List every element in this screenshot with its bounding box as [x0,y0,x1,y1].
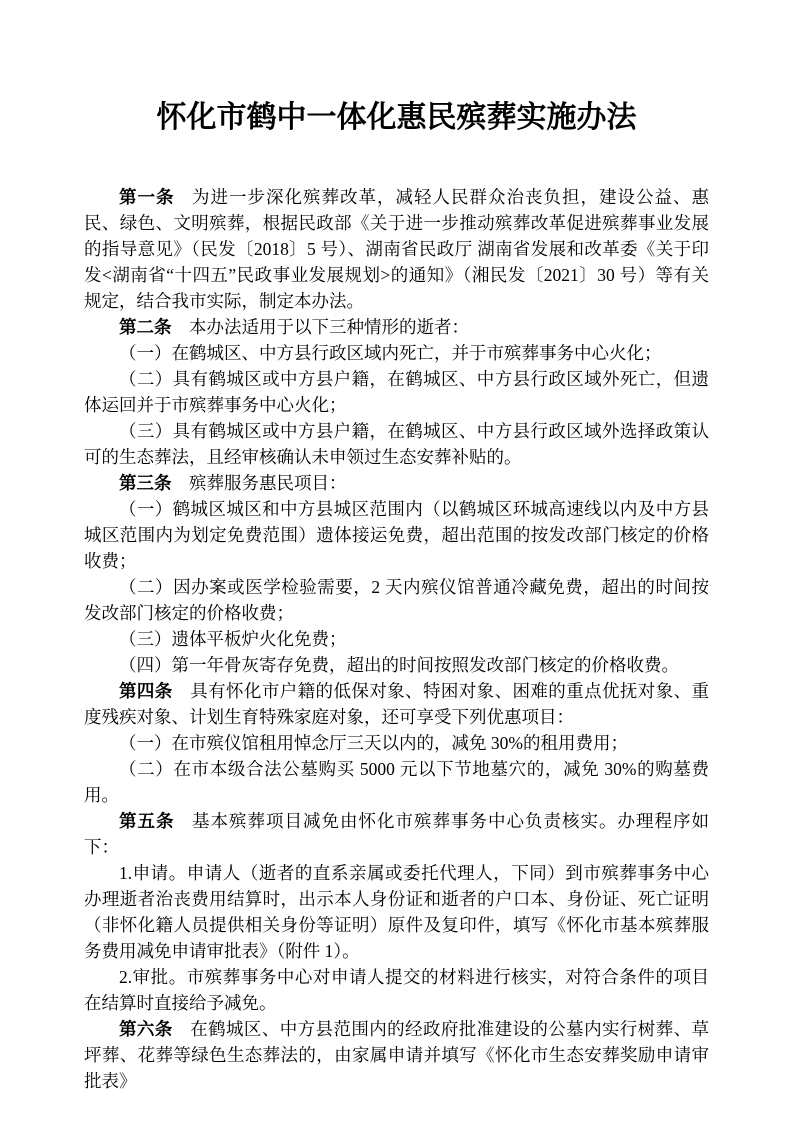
paragraph-text: 2.审批。市殡葬事务中心对申请人提交的材料进行核实，对符合条件的项目在结算时直接给予减免。 [84,967,709,1013]
paragraph-item [84,626,709,652]
paragraph-text: （三）遗体平板炉火化免费； [119,629,347,649]
article-number: 第二条 [119,317,172,337]
paragraph-step [84,964,709,1016]
paragraph-text: （一）在鹤城区、中方县行政区域内死亡，并于市殡葬事务中心火化； [119,343,662,363]
document-title: 怀化市鹤中一体化惠民殡葬实施办法 [156,101,637,134]
article-number: 第五条 [119,811,175,831]
paragraph-text: 基本殡葬项目减免由怀化市殡葬事务中心负责核实。办理程序如下： [84,811,709,857]
paragraph-item [84,652,709,678]
paragraph-item [84,418,709,470]
paragraph-article-1 [84,184,709,314]
paragraph-text: （二）因办案或医学检验需要，2 天内殡仪馆普通冷藏免费，超出的时间按发改部门核定的价格收费； [84,577,709,623]
paragraph-text: （三）具有鹤城区或中方县户籍，在鹤城区、中方县行政区域外选择政策认可的生态葬法，且经审核确认未申领过生态安葬补贴的。 [84,421,709,467]
paragraph-article-5 [84,808,709,860]
paragraph-text: 本办法适用于以下三种情形的逝者： [189,317,469,337]
paragraph-item [84,574,709,626]
paragraph-text: 在鹤城区、中方县范围内的经政府批准建设的公墓内实行树葬、草坪葬、花葬等绿色生态葬法的，由家属申请并填写《怀化市生态安葬奖励申请审批表》 [84,1019,710,1091]
paragraph-item [84,756,709,808]
paragraph-item [84,496,709,574]
paragraph-text: 具有怀化市户籍的低保对象、特困对象、困难的重点优抚对象、重度残疾对象、计划生育特殊家庭对象，还可享受下列优惠项目： [84,681,710,727]
paragraph-article-6 [84,1016,709,1094]
paragraph-item [84,340,709,366]
paragraph-item [84,366,709,418]
paragraph-step [84,860,709,964]
article-number: 第一条 [119,187,175,207]
paragraph-text: （二）在市本级合法公墓购买 5000 元以下节地墓穴的，减免 30%的购墓费用。 [84,759,709,805]
document-body [84,184,709,1094]
paragraph-text: 为进一步深化殡葬改革，减轻人民群众治丧负担，建设公益、惠民、绿色、文明殡葬，根据民政部《关于进一步推动殡葬改革促进殡葬事业发展的指导意见》（民发〔2018〕5 号）、湖南省民政厅 湖南省发展和改革委《关于印发<湖南省“十四五”民政事业发展规划>的通知》（湘民发〔2021〕30 号）等有关规定，结合我市实际，制定本办法。 [84,187,709,311]
article-number: 第四条 [119,681,173,701]
paragraph-text: （一）鹤城区城区和中方县城区范围内（以鹤城区环城高速线以内及中方县城区范围内为划定免费范围）遗体接运免费，超出范围的按发改部门核定的价格收费； [84,499,709,571]
paragraph-item [84,730,709,756]
paragraph-text: （四）第一年骨灰寄存免费，超出的时间按照发改部门核定的价格收费。 [119,655,679,675]
paragraph-text: （二）具有鹤城区或中方县户籍，在鹤城区、中方县行政区域外死亡，但遗体运回并于市殡葬事务中心火化； [84,369,709,415]
article-number: 第六条 [119,1019,173,1039]
article-number: 第三条 [119,473,172,493]
paragraph-article-3 [84,470,709,496]
paragraph-text: （一）在市殡仪馆租用悼念厅三天以内的，减免 30%的租用费用； [119,733,628,753]
paragraph-text: 殡葬服务惠民项目： [189,473,347,493]
paragraph-article-4 [84,678,709,730]
paragraph-article-2 [84,314,709,340]
paragraph-text: 1.申请。申请人（逝者的直系亲属或委托代理人，下同）到市殡葬事务中心办理逝者治丧费用结算时，出示本人身份证和逝者的户口本、身份证、死亡证明（非怀化籍人员提供相关身份等证明）原件及复印件，填写《怀化市基本殡葬服务费用减免申请审批表》（附件 1）。 [84,863,709,961]
